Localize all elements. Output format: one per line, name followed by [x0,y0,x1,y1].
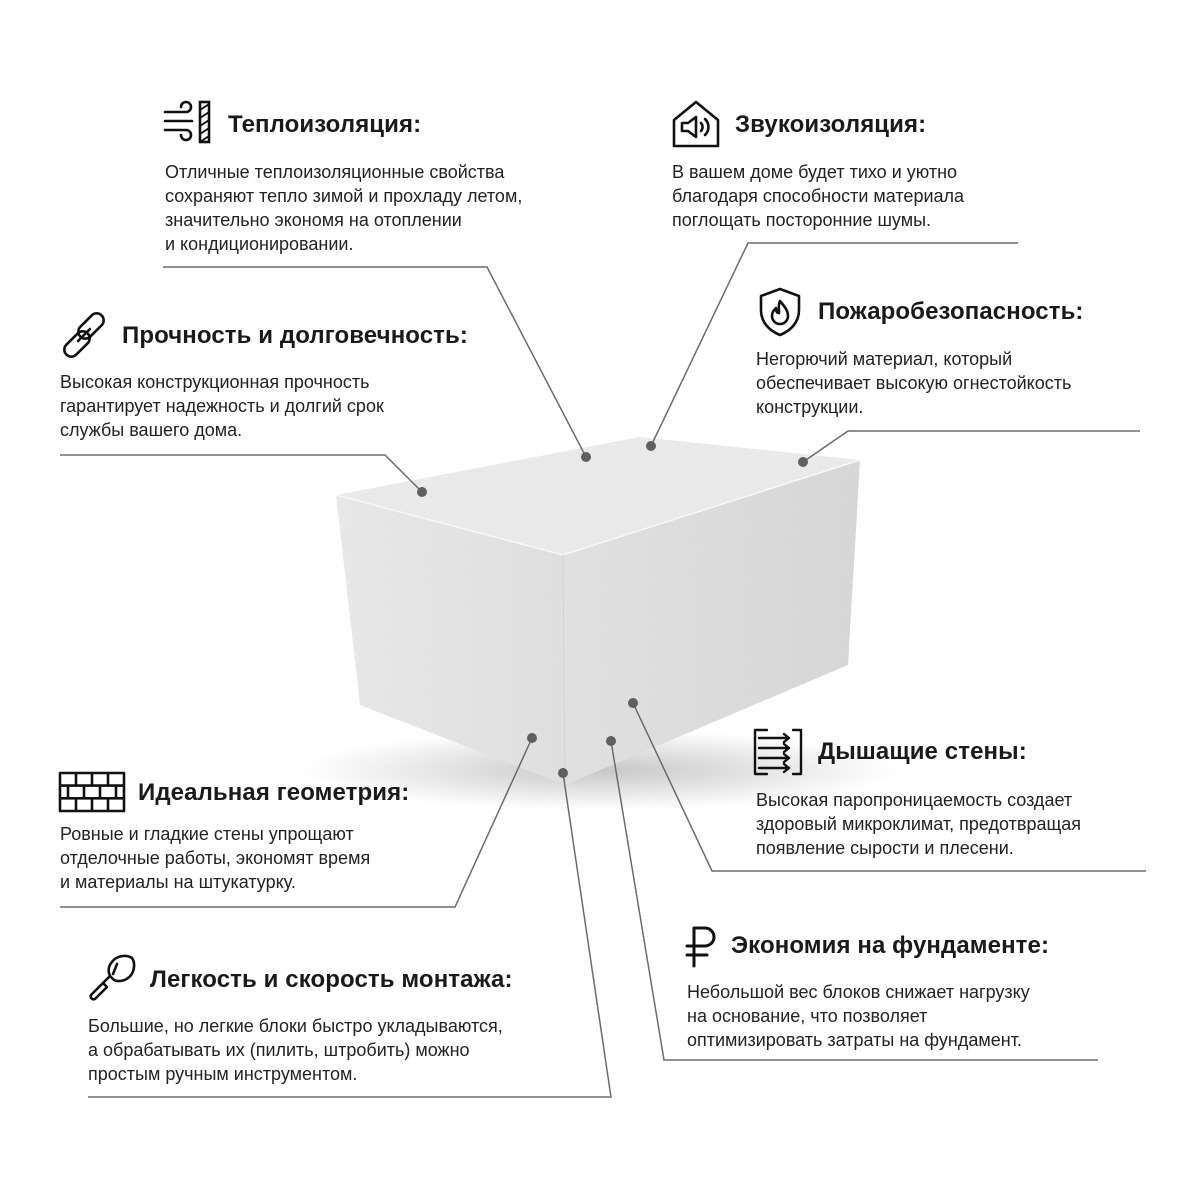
feature-title: Легкость и скорость монтажа: [150,966,513,993]
leader-line-fire [803,431,1140,462]
feature-description: Отличные теплоизоляционные свойства сохраняют тепло зимой и прохладу летом, значительно экономя на отоплении и кондиционировании. [165,162,523,254]
shield-flame-icon [757,286,803,338]
wall-arrows-icon [753,726,805,778]
dot-fire [798,457,808,467]
brick-wall-icon [58,771,126,813]
feature-description: Высокая паропроницаемость создает здоровый микроклимат, предотвращая появление сырости и плесени. [756,790,1082,858]
feature-title: Идеальная геометрия: [138,779,410,806]
feature-description: Высокая конструкционная прочность гарантирует надежность и долгий срок службы вашего дома. [60,372,384,440]
house-speaker-icon [670,98,722,150]
feature-title: Звукоизоляция: [735,111,927,138]
wind-wall-icon [162,100,214,144]
feature-description: Большие, но легкие блоки быстро укладываются, а обрабатывать их (пилить, штробить) можно простым ручным инструментом. [88,1016,503,1084]
feature-title: Прочность и долговечность: [122,322,468,349]
ruble-icon [684,924,720,968]
feature-description: В вашем доме будет тихо и уютно благодаря способности материала поглощать посторонние шумы. [672,162,965,230]
chain-link-icon [58,309,110,361]
trowel-icon [86,952,138,1004]
dot-strength [417,487,427,497]
feature-title: Пожаробезопасность: [818,298,1084,325]
dot-installation [558,768,568,778]
feature-title: Теплоизоляция: [228,111,422,138]
feature-description: Негорючий материал, который обеспечивает высокую огнестойкость конструкции. [756,349,1072,417]
leader-line-strength [60,455,422,492]
dot-sound [646,441,656,451]
dot-geometry [527,733,537,743]
feature-description: Небольшой вес блоков снижает нагрузку на основание, что позволяет оптимизировать затраты на фундамент. [687,982,1030,1050]
feature-description: Ровные и гладкие стены упрощают отделочные работы, экономят время и материалы на штукатурку. [60,824,371,892]
feature-title: Экономия на фундаменте: [731,932,1050,959]
dot-thermal [581,452,591,462]
dot-breathing [628,698,638,708]
feature-title: Дышащие стены: [818,738,1027,765]
dot-foundation [606,736,616,746]
